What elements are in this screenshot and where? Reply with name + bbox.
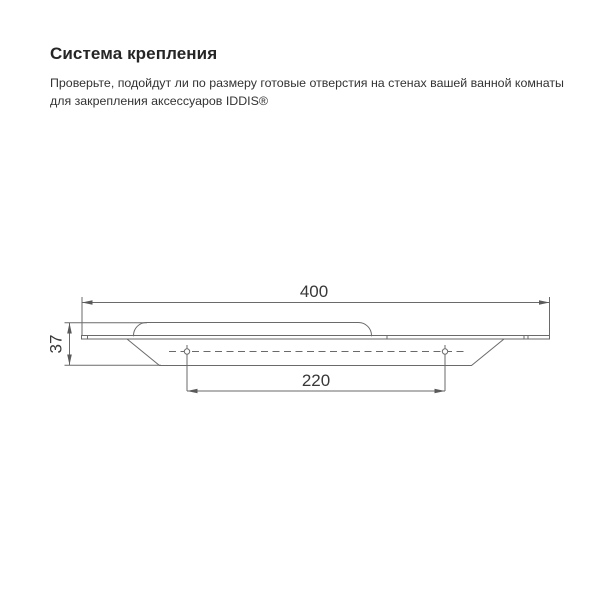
shelf-plate-joint-ticks — [88, 336, 529, 340]
description-line-1: Проверьте, подойдут ли по размеру готовые отверстия на стенах вашей ванной комнаты — [50, 76, 564, 90]
shelf-rail-outline — [134, 323, 372, 337]
arrow-37-top-icon — [67, 323, 72, 334]
page-title: Система крепления — [50, 44, 218, 63]
mounting-hole-right — [442, 349, 447, 354]
mounting-hole-left — [184, 349, 189, 354]
dim-label-overall-width: 400 — [299, 282, 329, 301]
description-line-2: для закрепления аксессуаров IDDIS® — [50, 93, 268, 108]
arrow-220-right-icon — [435, 389, 446, 394]
shelf-plate-outline — [82, 336, 550, 340]
arrow-220-left-icon — [187, 389, 198, 394]
arrow-400-right-icon — [539, 300, 550, 305]
dim-label-height: 37 — [46, 334, 66, 354]
arrow-37-bottom-icon — [67, 355, 72, 366]
dim-label-hole-spacing: 220 — [301, 371, 331, 390]
dim-37-extension-lines — [65, 323, 162, 366]
arrow-400-left-icon — [82, 300, 93, 305]
